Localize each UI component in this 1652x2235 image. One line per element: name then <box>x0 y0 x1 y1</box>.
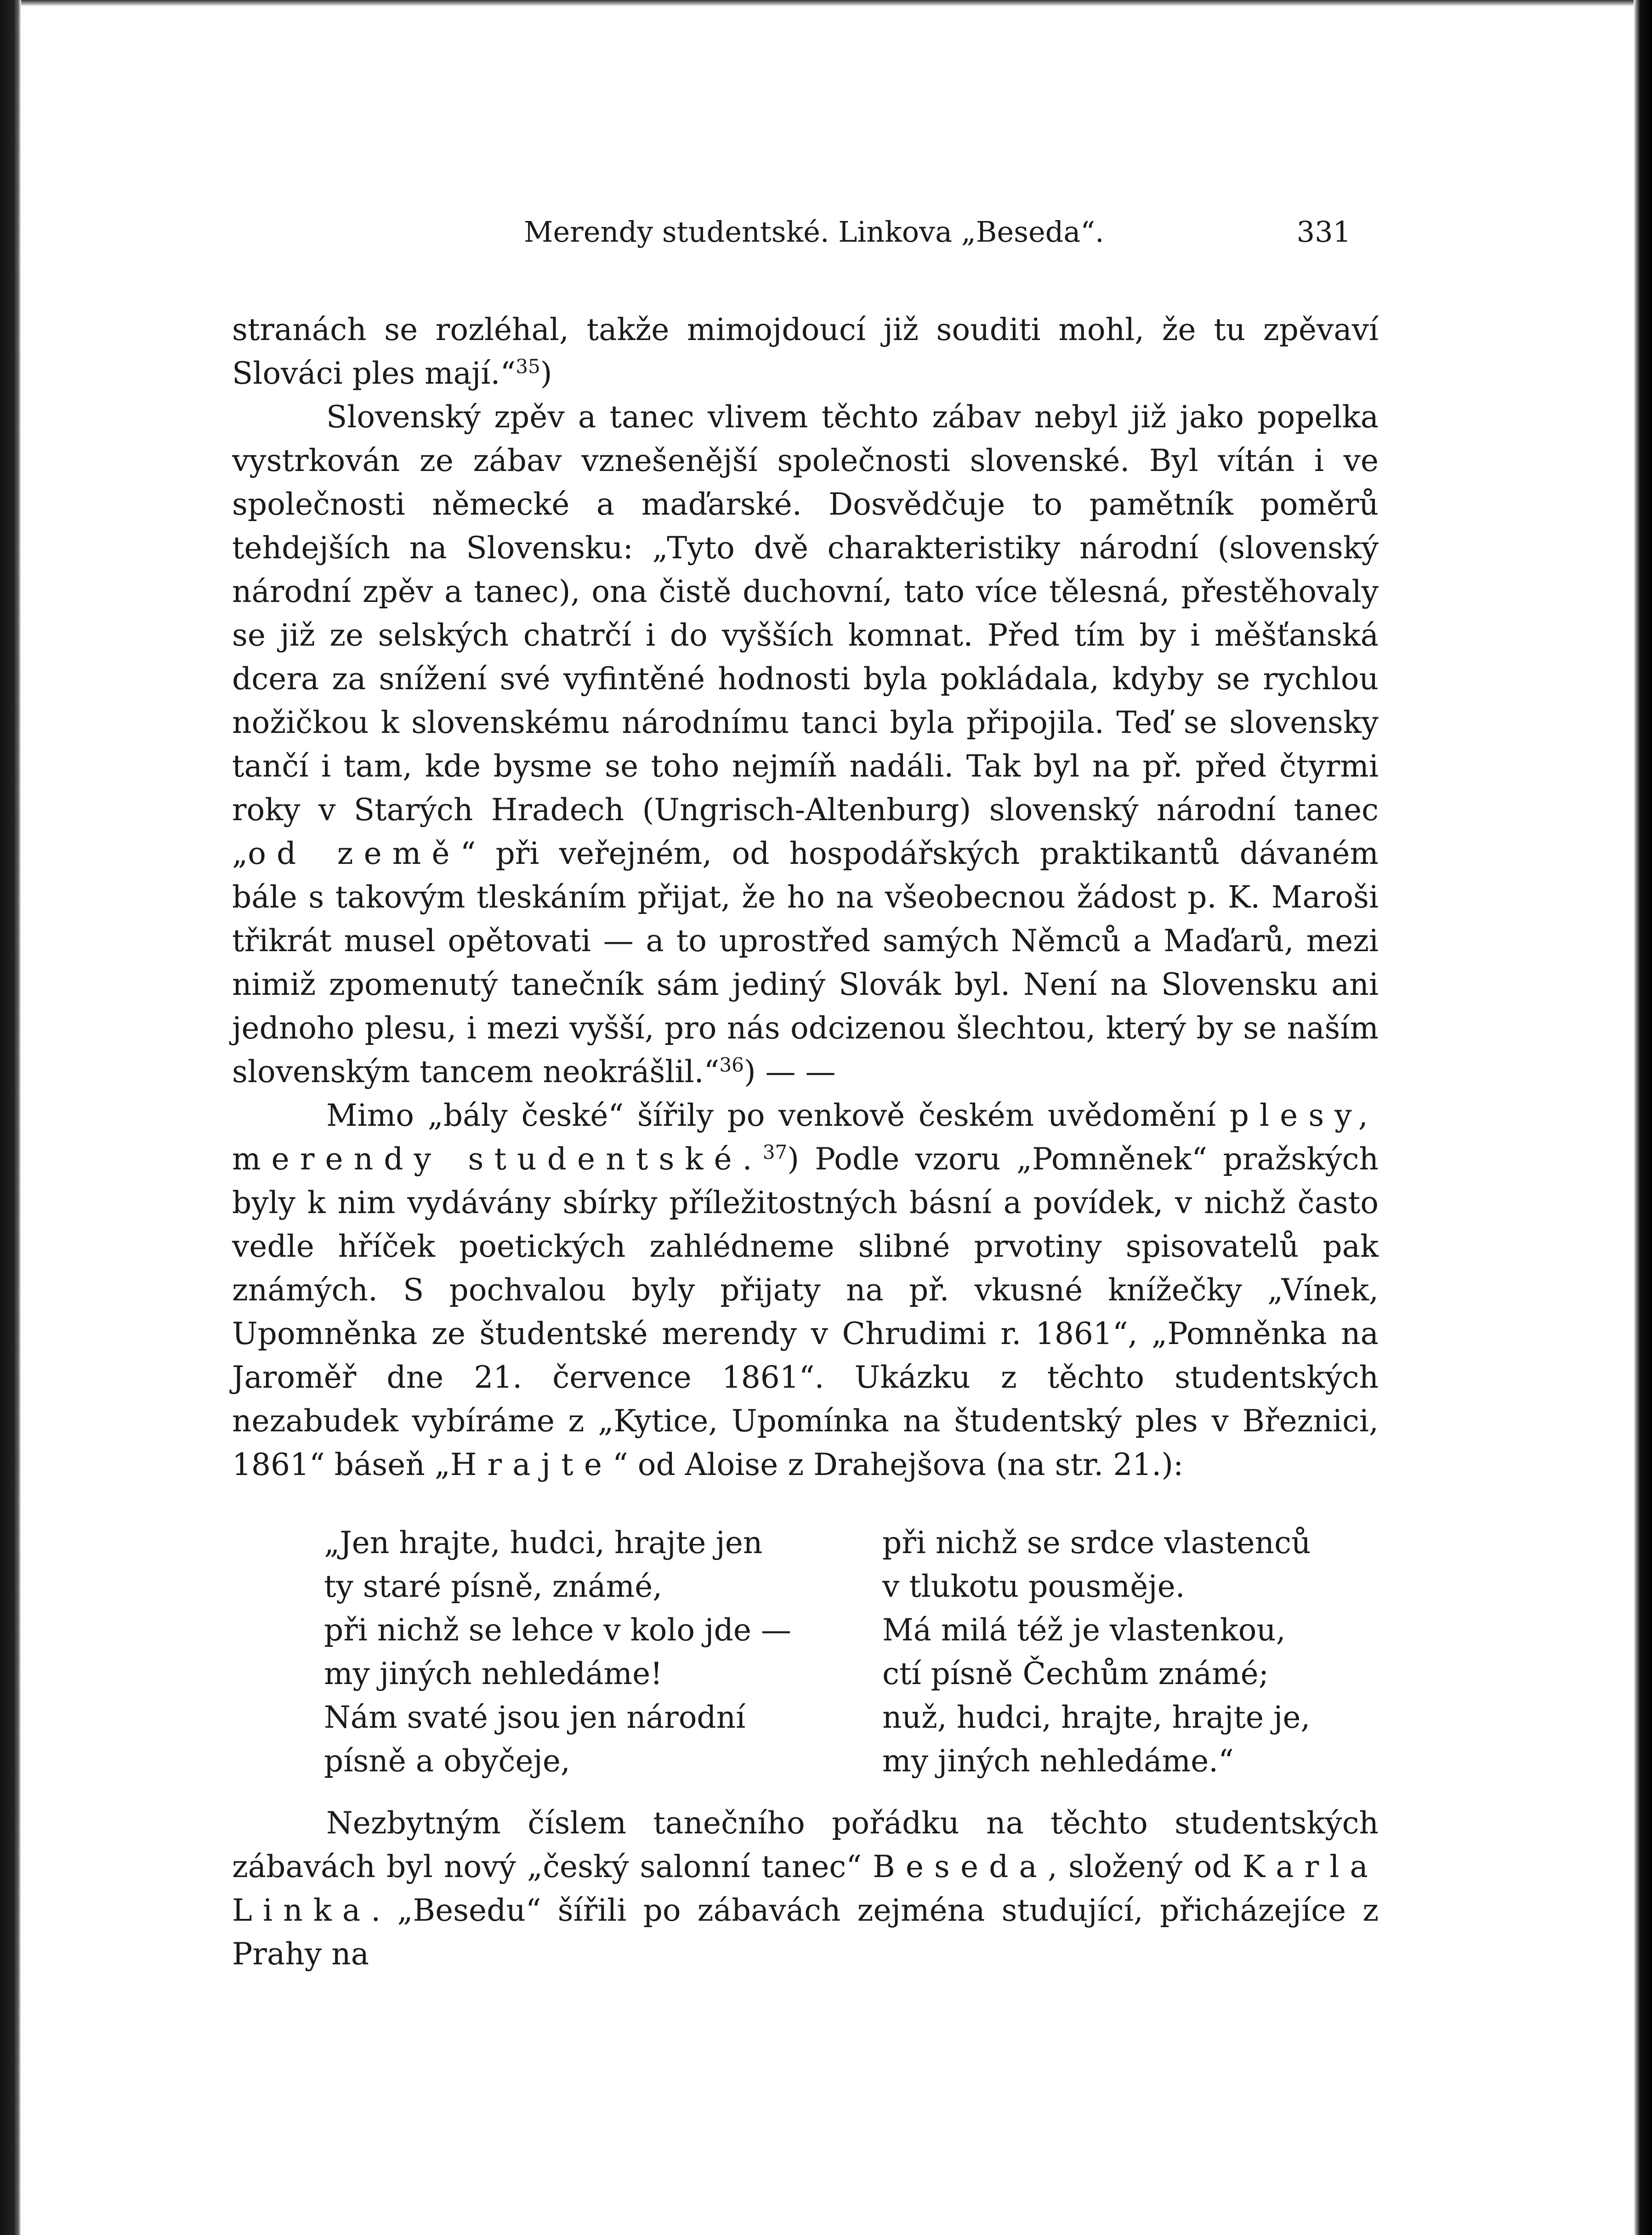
paragraph-3-text-b: Podle vzoru „Pomněnek“ pražských byly k nim vydávány sbírky příležitostných básní a povídek, v nichž často vedle hříček poetických zahlédneme slibné prvotiny spisovatelů pak známých. S pochvalou byly přijaty na př. vkusné knížečky „Vínek, Upomněnka ze študentské merendy v Chrudimi r. 1861“, „Pomněnka na Jaroměř dne 21. července 1861“. Ukázku z těchto studentských nezabudek vybíráme z „Kytice, Upomínka na študentský ples v Březnici, 1861“ báseň „ <box>232 1141 1379 1482</box>
paragraph-4-spaced-2: Karla Linka <box>232 1849 1379 1928</box>
paragraph-3-spaced-2: Hrajte <box>450 1447 613 1482</box>
poem-line: my jiných nehledáme! <box>324 1656 663 1691</box>
scan-top-edge <box>0 0 1652 6</box>
footnote-ref-37: 37 <box>762 1141 788 1163</box>
running-header <box>524 211 1351 253</box>
poem-right-column <box>882 1521 1311 1783</box>
main-text <box>232 308 1379 1486</box>
paragraph-3-text-c: “ od Aloise z Drahejšova (na str. 21.): <box>613 1447 1184 1482</box>
poem-line: při nichž se srdce vlastenců <box>882 1525 1311 1560</box>
poem-line: „Jen hrajte, hudci, hrajte jen <box>324 1525 763 1560</box>
paragraph-1: stranách se rozléhal, takže mimojdoucí již souditi mohl, že tu zpěvaví Slováci ples mají.“$^{35}$) <box>232 312 1379 391</box>
paragraph-4-text-a: Nezbytným číslem tanečního pořádku na těchto studentských zábavách byl nový „český salonní tanec“ <box>232 1805 1379 1884</box>
paragraph-3: Mimo „bály české“ šířily po venkově českém uvědomění plesy, merendy studentské.$^{37}$) Podle vzoru „Pomněnek“ pražských byly k nim vydávány sbírky příležitostných básní a povídek, v nichž často vedle hříček poetických zahlédneme slibné prvotiny spisovatelů pak známých. S pochvalou byly přijaty na př. vkusné knížečky „Vínek, Upomněnka ze študentské merendy v Chrudimi r. 1861“, „Pomněnka na Jaroměř dne 21. července 1861“. Ukázku z těchto studentských nezabudek vybíráme z „Kytice, Upomínka na študentský ples v Březnici, 1861“ báseň „Hrajte“ od Aloise z Drahejšova (na str. 21.): <box>232 1098 1379 1482</box>
poem-line: při nichž se lehce v kolo jde — <box>324 1612 791 1648</box>
footnote-ref-36: 36 <box>719 1054 744 1076</box>
poem-line: Nám svaté jsou jen národní <box>324 1700 746 1735</box>
scan-left-edge <box>0 0 21 2235</box>
footnote-ref-35: 35 <box>516 355 540 378</box>
paragraph-4-text-c: . „Besedu“ šířili po zábavách zejména studující, přicházejíce z Prahy na <box>232 1893 1379 1972</box>
paragraph-4 <box>232 1801 1379 1976</box>
paragraph-2: Slovenský zpěv a tanec vlivem těchto zábav nebyl již jako popelka vystrkován ze zábav vznešenější společnosti slovenské. Byl vítán i ve společnosti německé a maďarské. Dosvědčuje to pamětník poměrů tehdejších na Slovensku: „Tyto dvě charakteristiky národní (slovenský národní zpěv a tanec), ona čistě duchovní, tato více tělesná, přestěhovaly se již ze selských chatrčí i do vyšších komnat. Před tím by i měšťanská dcera za snížení své vyfintěné hodnosti byla pokládala, kdyby se rychlou nožičkou k slovenskému národnímu tanci byla připojila. Teď se slovensky tančí i tam, kde bysme se toho nejmíň nadáli. Tak byl na př. před čtyrmi roky v Starých Hradech (Ungrisch-Altenburg) slovenský národní tanec „od země“ při veřejném, od hospodářských praktikantů dávaném bále s takovým tleskáním přijat, že ho na všeobecnou žádost p. K. Maroši třikrát musel opětovati — a to uprostřed samých Němců a Maďarů, mezi nimiž zpomenutý tanečník sám jediný Slovák byl. Není na Slovensku ani jednoho plesu, i mezi vyšší, pro nás odcizenou šlechtou, který by se naším slovenským tancem neokrášlil.“$^{36}$) — — <box>232 399 1379 1089</box>
paragraph-4-text-b: , složený od <box>1047 1849 1232 1884</box>
poem-line: my jiných nehledáme.“ <box>882 1743 1234 1779</box>
final-text <box>232 1801 1379 1976</box>
poem-line: Má milá též je vlastenkou, <box>882 1612 1286 1648</box>
paragraph-1-text: stranách se rozléhal, takže mimojdoucí již souditi mohl, že tu zpěvaví Slováci ples mají.“ <box>232 312 1379 391</box>
poem-left-column <box>324 1521 791 1783</box>
paragraph-2-end: — — <box>755 1054 836 1089</box>
paragraph-3-text-a: Mimo „bály české“ šířily po venkově českém uvědomění <box>326 1098 1216 1133</box>
paragraph-2-text-b: “ při veřejném, od hospodářských praktikantů dávaném bále s takovým tleskáním přijat, že ho na všeobecnou žádost p. K. Maroši třikrát musel opětovati — a to uprostřed samých Němců a Maďarů, mezi nimiž zpomenutý tanečník sám jediný Slovák byl. Není na Slovensku ani jednoho plesu, i mezi vyšší, pro nás odcizenou šlechtou, který by se naším slovenským tancem neokrášlil.“ <box>232 836 1379 1089</box>
poem-line: ty staré písně, známé, <box>324 1569 663 1604</box>
paragraph-2-spaced: od země <box>248 836 460 871</box>
paragraph-4-spaced-1: Beseda <box>873 1849 1048 1884</box>
poem-line: písně a obyčeje, <box>324 1743 570 1779</box>
page-number: 331 <box>1296 215 1351 249</box>
running-title: Merendy studentské. Linkova „Beseda“. <box>524 215 1104 249</box>
poem-line: nuž, hudci, hrajte, hrajte je, <box>882 1700 1311 1735</box>
paragraph-3-spaced-1: plesy, merendy studentské. <box>232 1098 1379 1177</box>
poem-line: v tlukotu pousměje. <box>882 1569 1185 1604</box>
paragraph-2-text-a: Slovenský zpěv a tanec vlivem těchto zábav nebyl již jako popelka vystrkován ze zábav vznešenější společnosti slovenské. Byl vítán i ve společnosti německé a maďarské. Dosvědčuje to pamětník poměrů tehdejších na Slovensku: „Tyto dvě charakteristiky národní (slovenský národní zpěv a tanec), ona čistě duchovní, tato více tělesná, přestěhovaly se již ze selských chatrčí i do vyšších komnat. Před tím by i měšťanská dcera za snížení své vyfintěné hodnosti byla pokládala, kdyby se rychlou nožičkou k slovenskému národnímu tanci byla připojila. Teď se slovensky tančí i tam, kde bysme se toho nejmíň nadáli. Tak byl na př. před čtyrmi roky v Starých Hradech (Ungrisch-Altenburg) slovenský národní tanec „ <box>232 399 1379 871</box>
scan-right-edge <box>1634 0 1652 2235</box>
poem-line: ctí písně Čechům známé; <box>882 1656 1269 1691</box>
